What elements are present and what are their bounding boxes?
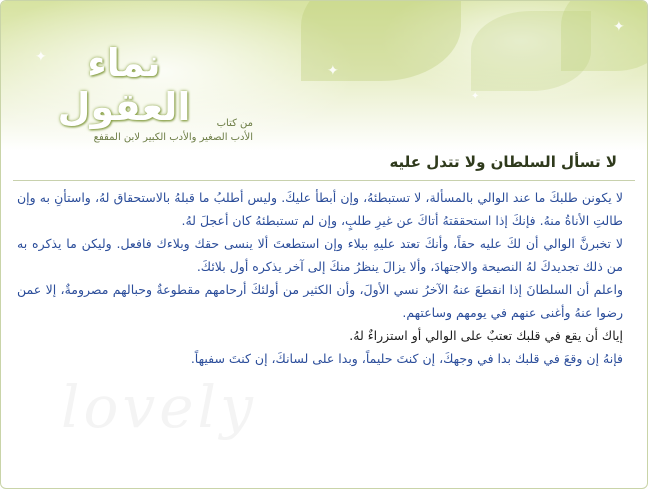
source-line1: من كتاب bbox=[216, 118, 253, 129]
paragraph-3: واعلم أن السلطانَ إذا انقطعَ عنهُ الآخرُ نسي الأولَ، وأن الكثير من أولئكَ أرحامهم مقطوعةٌ وحبالهم مصرومةٌ، إلا عمن رضوا عنهُ وأغنى عنهم في يومهم وساعتهم. bbox=[17, 282, 623, 320]
source-line2: الأدب الصغير والأدب الكبير لابن المقفع bbox=[93, 132, 253, 143]
banner-title-line1: نماء bbox=[87, 41, 161, 85]
paragraph-5: فإنهُ إن وقعَ في قلبك بدا في وجهكَ، إن كنتَ حليماً، وبدا على لسانكَ، إن كنتَ سفيهاً. bbox=[190, 351, 623, 366]
sparkle-icon: ✦ bbox=[35, 49, 47, 65]
leaf-decoration bbox=[561, 0, 648, 71]
banner-title-line2: العقول bbox=[57, 85, 191, 129]
header-banner bbox=[1, 1, 647, 151]
sparkle-icon: ✦ bbox=[471, 91, 480, 102]
article-heading: لا تسأل السلطان ولا تتدل عليه bbox=[389, 153, 617, 171]
sparkle-icon: ✦ bbox=[613, 19, 625, 35]
heading-divider bbox=[13, 180, 635, 181]
paragraph-1: لا يكونن طلبكَ ما عند الوالي بالمسألة، لا تستبطئهُ، وإن أبطأ عليكَ. وليس أطلبُ ما قبلهُ بالاستحقاق لهُ، واستأنِ به وإن طالتِ الأناةُ منهُ. فإنكَ إذا استحققتهُ أتاكَ عن غيرِ طلبٍ، وإن لم تستبطئهُ كان أعجلَ لهُ. bbox=[17, 190, 623, 228]
banner-title bbox=[19, 41, 229, 129]
watermark: lovely bbox=[61, 373, 257, 441]
leaf-decoration bbox=[301, 0, 461, 81]
paragraph-2: لا تخبرنَّ الوالي أن لكَ عليه حقاً، وأنكَ تعتد عليهِ ببلاء وإن استطعتَ ألا ينسى حقك وبلاءك فافعل. وليكن ما يذكره به من ذلك تجديدكَ لهُ النصيحة والاجتهادَ، وألا يزالَ ينظرُ منكَ إلى آخر يذكره أول بلائكَ. bbox=[17, 236, 623, 274]
article-body bbox=[17, 186, 623, 370]
sparkle-icon: ✦ bbox=[327, 63, 339, 79]
banner-source bbox=[1, 117, 271, 145]
paragraph-4: إياك أن يقع في قلبك تعتبٌ على الوالي أو استزراءٌ لهُ. bbox=[349, 328, 623, 343]
